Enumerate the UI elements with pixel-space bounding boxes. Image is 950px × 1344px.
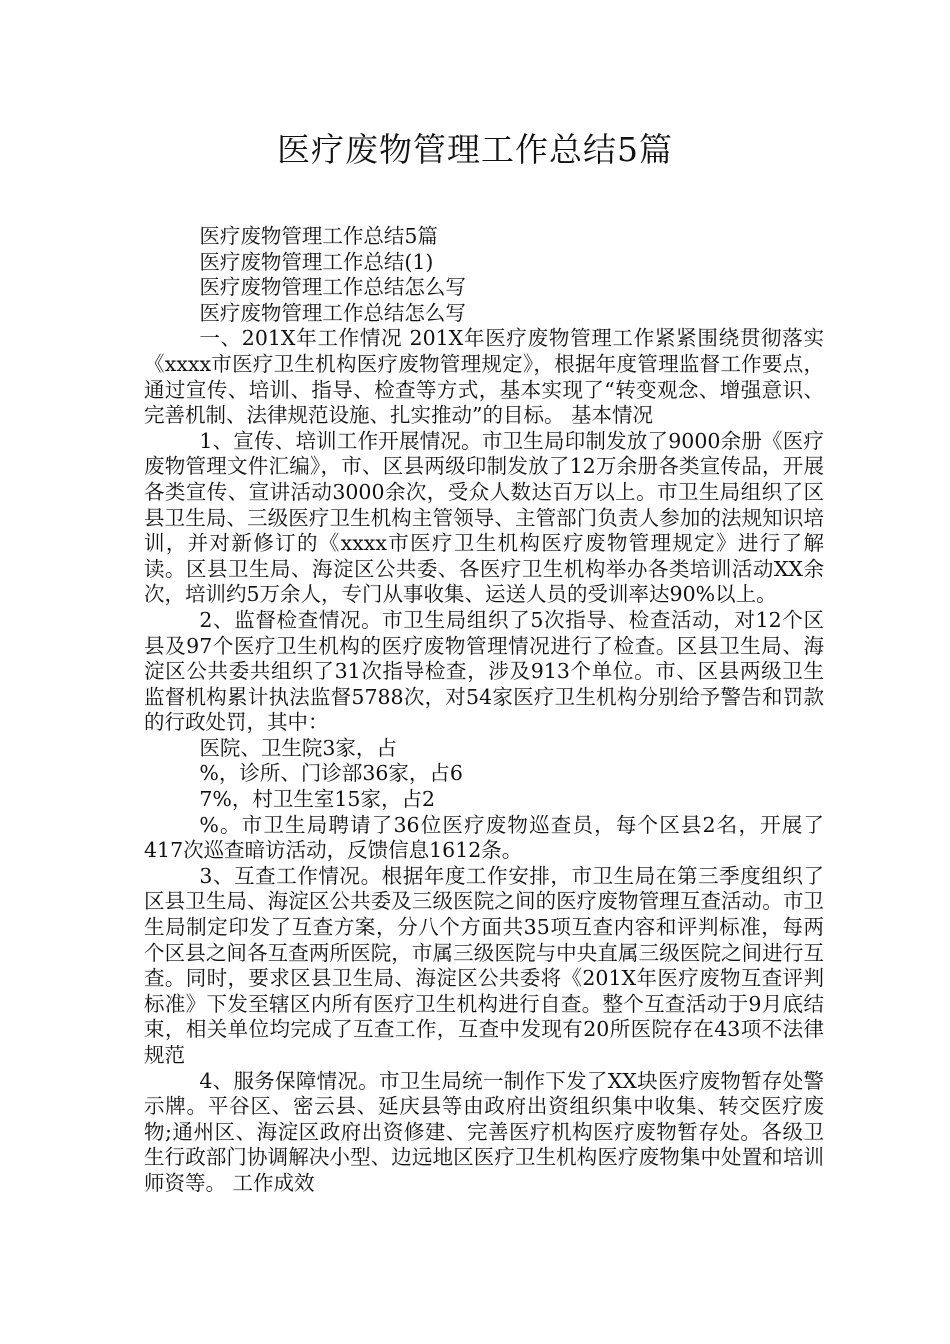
paragraph: 医疗废物管理工作总结(1) [199,249,434,274]
paragraph: 2、监督检查情况。市卫生局组织了5次指导、检查活动，对12个区县及97个医疗卫生机构的医疗废物管理情况进行了检查。区县卫生局、海淀区公共委共组织了31次指导检查，涉及913个单位。市、区县两级卫生监督机构累计执法监督5788次，对54家医疗卫生机构分别给予警告和罚款的行政处罚，其中： [144,607,824,735]
paragraph: 医疗废物管理工作总结怎么写 [199,275,466,300]
paragraph: %，诊所、门诊部36家，占6 [199,761,463,786]
paragraph: 1、宣传、培训工作开展情况。市卫生局印制发放了9000余册《医疗废物管理文件汇编》，市、区县两级印制发放了12万余册各类宣传品，开展各类宣传、宣讲活动3000余次，受众人数达百万以上。市卫生局组织了区县卫生局、三级医疗卫生机构主管领导、主管部门负责人参加的法规知识培训，并对新修订的《xxxx市医疗卫生机构医疗废物管理规定》进行了解读。区县卫生局、海淀区公共委、各医疗卫生机构举办各类培训活动XX余次，培训约5万余人，专门从事收集、运送人员的受训率达90%以上。 [144,428,824,607]
document-body [144,224,824,1197]
paragraph: 7%，村卫生室15家，占2 [199,787,435,812]
paragraph: 一、201X年工作情况 201X年医疗废物管理工作紧紧围绕贯彻落实《xxxx市医疗卫生机构医疗废物管理规定》，根据年度管理监督工作要点，通过宣传、培训、指导、检查等方式，基本实现了“转变观念、增强意识、完善机制、法律规范设施、扎实推动”的目标。 基本情况 [144,326,824,428]
paragraph: 医院、卫生院3家，占 [199,735,397,760]
document-title: 医疗废物管理工作总结5篇 [277,130,673,169]
paragraph: 医疗废物管理工作总结怎么写 [199,300,466,325]
paragraph: %。市卫生局聘请了36位医疗废物巡查员，每个区县2名，开展了417次巡查暗访活动，反馈信息1612条。 [144,812,824,863]
paragraph: 3、互查工作情况。根据年度工作安排，市卫生局在第三季度组织了区县卫生局、海淀区公共委及三级医院之间的医疗废物管理互查活动。市卫生局制定印发了互查方案，分八个方面共35项互查内容和评判标准，每两个区县之间各互查两所医院，市属三级医院与中央直属三级医院之间进行互查。同时，要求区县卫生局、海淀区公共委将《201X年医疗废物互查评判标准》下发至辖区内所有医疗卫生机构进行自查。整个互查活动于9月底结束，相关单位均完成了互查工作，互查中发现有20所医院存在43项不法律规范 [144,863,824,1067]
paragraph: 医疗废物管理工作总结5篇 [199,224,438,248]
paragraph: 4、服务保障情况。市卫生局统一制作下发了XX块医疗废物暂存处警示牌。平谷区、密云县、延庆县等由政府出资组织集中收集、转交医疗废物;通州区、海淀区政府出资修建、完善医疗机构医疗废物暂存处。各级卫生行政部门协调解决小型、边远地区医疗卫生机构医疗废物集中处置和培训师资等。 工作成效 [144,1068,824,1195]
